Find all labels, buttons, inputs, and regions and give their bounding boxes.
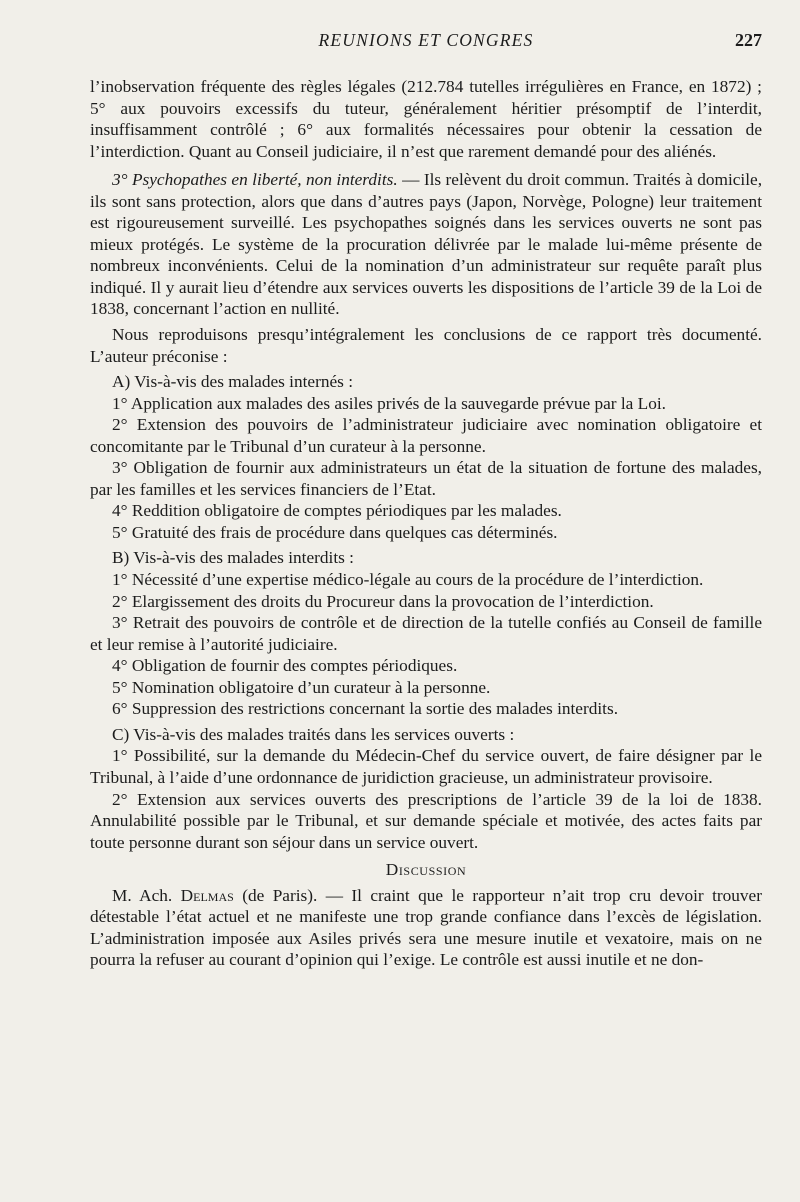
discussion-paragraph: [90, 885, 762, 971]
page-header: [90, 30, 762, 62]
speaker-name: Delmas: [180, 885, 234, 905]
list-item: 4° Reddition obligatoire de comptes périodiques par les malades.: [112, 501, 562, 521]
body-text: [90, 76, 762, 971]
discussion-text: — Il craint que le rapporteur n’ait trop cru devoir trouver détestable l’état actuel et ne manifeste une trop grande confiance dans l’excès de législation. L’administration imposée aux Asiles privés sera une mesure inutile et vexatoire, mais on ne pourra la refuser au courant d’opinion qui l’exige. Le contrôle est aussi inutile et ne don-: [90, 885, 762, 970]
list-item: 6° Suppression des restrictions concernant la sortie des malades interdits.: [112, 699, 619, 719]
paragraph-intro: l’inobservation fréquente des règles légales (212.784 tutelles irrégulières en France, en 1872) ; 5° aux pouvoirs excessifs du tuteur, généralement héritier présomptif de l’interdit, insuffisamment contrôlé ; 6° aux formalités nécessaires pour obtenir la cessation de l’interdiction. Quant au Conseil judiciaire, il n’est que rarement demandé pour des aliénés.: [90, 77, 762, 161]
section-b-title: B) Vis-à-vis des malades interdits :: [112, 548, 354, 568]
list-item: 5° Gratuité des frais de procédure dans quelques cas déterminés.: [112, 522, 558, 542]
speaker-suffix: (de Paris).: [233, 885, 318, 905]
discussion-heading: Discussion: [385, 860, 467, 880]
section-a-title: A) Vis-à-vis des malades internés :: [112, 372, 354, 392]
list-item: 1° Application aux malades des asiles privés de la sauvegarde prévue par la Loi.: [112, 393, 666, 413]
list-item: 3° Retrait des pouvoirs de contrôle et de direction de la tutelle confiés au Conseil de famille et leur remise à l’autorité judiciaire.: [90, 613, 762, 654]
list-item: 2° Elargissement des droits du Procureur dans la provocation de l’interdiction.: [112, 591, 654, 611]
list-item: 4° Obligation de fournir des comptes périodiques.: [112, 656, 458, 676]
list-item: 2° Extension des pouvoirs de l’administrateur judiciaire avec nomination obligatoire et concomitante par le Tribunal d’un curateur à la personne.: [90, 415, 762, 456]
section-c-title: C) Vis-à-vis des malades traités dans les services ouverts :: [112, 724, 515, 744]
speaker-prefix: M. Ach.: [112, 885, 181, 905]
paragraph-conclusions: Nous reproduisons presqu’intégralement les conclusions de ce rapport très documenté. L’auteur préconise :: [90, 325, 762, 366]
list-item: 5° Nomination obligatoire d’un curateur à la personne.: [112, 677, 491, 697]
list-item: 1° Possibilité, sur la demande du Médecin-Chef du service ouvert, de faire désigner par le Tribunal, à l’aide d’une ordonnance de juridiction gracieuse, un administrateur provisoire.: [90, 746, 762, 787]
list-item: 3° Obligation de fournir aux administrateurs un état de la situation de fortune des malades, par les familles et les services financiers de l’Etat.: [90, 458, 762, 499]
page-number: 227: [735, 30, 762, 50]
list-item: 2° Extension aux services ouverts des prescriptions de l’article 39 de la loi de 1838. Annulabilité possible par le Tribunal, et sur demande spéciale et motivée, des actes faits par toute personne durant son séjour dans un service ouvert.: [90, 789, 762, 852]
paragraph-body: — Ils relèvent du droit commun. Traités à domicile, ils sont sans protection, alors que dans d’autres pays (Japon, Norvège, Pologne) leur traitement est rigoureusement surveillé. Les psychopathes soignés dans les services ouverts ne sont pas mieux protégés. Le système de la procuration délivrée par le malade lui-même présente de nombreux inconvénients. Celui de la nomination d’un administrateur sur requête paraît plus indiqué. Il y aurait lieu d’étendre aux services ouverts les dispositions de l’article 39 de la Loi de 1838, concernant l’action en nullité.: [90, 170, 763, 319]
paragraph-lead: 3° Psychopathes en liberté, non interdits.: [112, 170, 398, 190]
list-item: 1° Nécessité d’une expertise médico-légale au cours de la procédure de l’interdiction.: [112, 570, 704, 590]
paragraph-psychopathes: [90, 169, 762, 320]
running-title: REUNIONS ET CONGRES: [318, 30, 534, 50]
